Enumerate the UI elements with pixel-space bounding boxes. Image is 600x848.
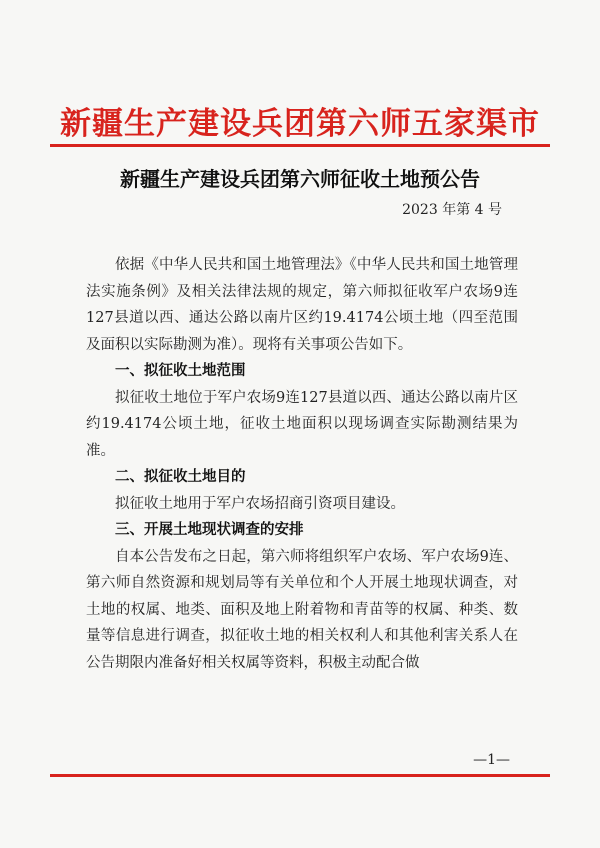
notice-title: 新疆生产建设兵团第六师征收土地预公告: [120, 167, 480, 191]
section-text-purpose: 拟征收土地用于军户农场招商引资项目建设。: [115, 495, 405, 512]
document-number: 2023 年第 4 号: [402, 202, 502, 218]
header-red-divider: [50, 144, 550, 147]
section-heading-purpose: 二、拟征收土地目的: [115, 469, 246, 485]
section-text-survey: 自本公告发布之日起，第六师将组织军户农场、军户农场9连、第六师自然资源和规划局等有关单位和个人开展土地现状调查，对土地的权属、地类、面积及地上附着物和青苗等的权属、种类、数量等信息进行调查，拟征收土地的相关权利人和其他利害关系人在公告期限内准备好相关权属等资料，积极主动配合做: [86, 548, 518, 671]
issuing-authority-header: 新疆生产建设兵团第六师五家渠市: [60, 106, 540, 142]
document-body: [86, 252, 518, 676]
section-heading-scope: 一、拟征收土地范围: [115, 363, 246, 379]
intro-paragraph: 依据《中华人民共和国土地管理法》《中华人民共和国土地管理法实施条例》及相关法律法规的规定，第六师拟征收军户农场9连127县道以西、通达公路以南片区约19.4174公顷土地（四至范围及面积以实际勘测为准）。现将有关事项公告如下。: [86, 257, 518, 353]
page-number: —1—: [473, 752, 510, 768]
section-text-scope: 拟征收土地位于军户农场9连127县道以西、通达公路以南片区约19.4174公顷土地，征收土地面积以现场调查实际勘测结果为准。: [86, 389, 518, 459]
footer-red-divider: [50, 774, 550, 777]
section-heading-survey: 三、开展土地现状调查的安排: [115, 522, 304, 538]
